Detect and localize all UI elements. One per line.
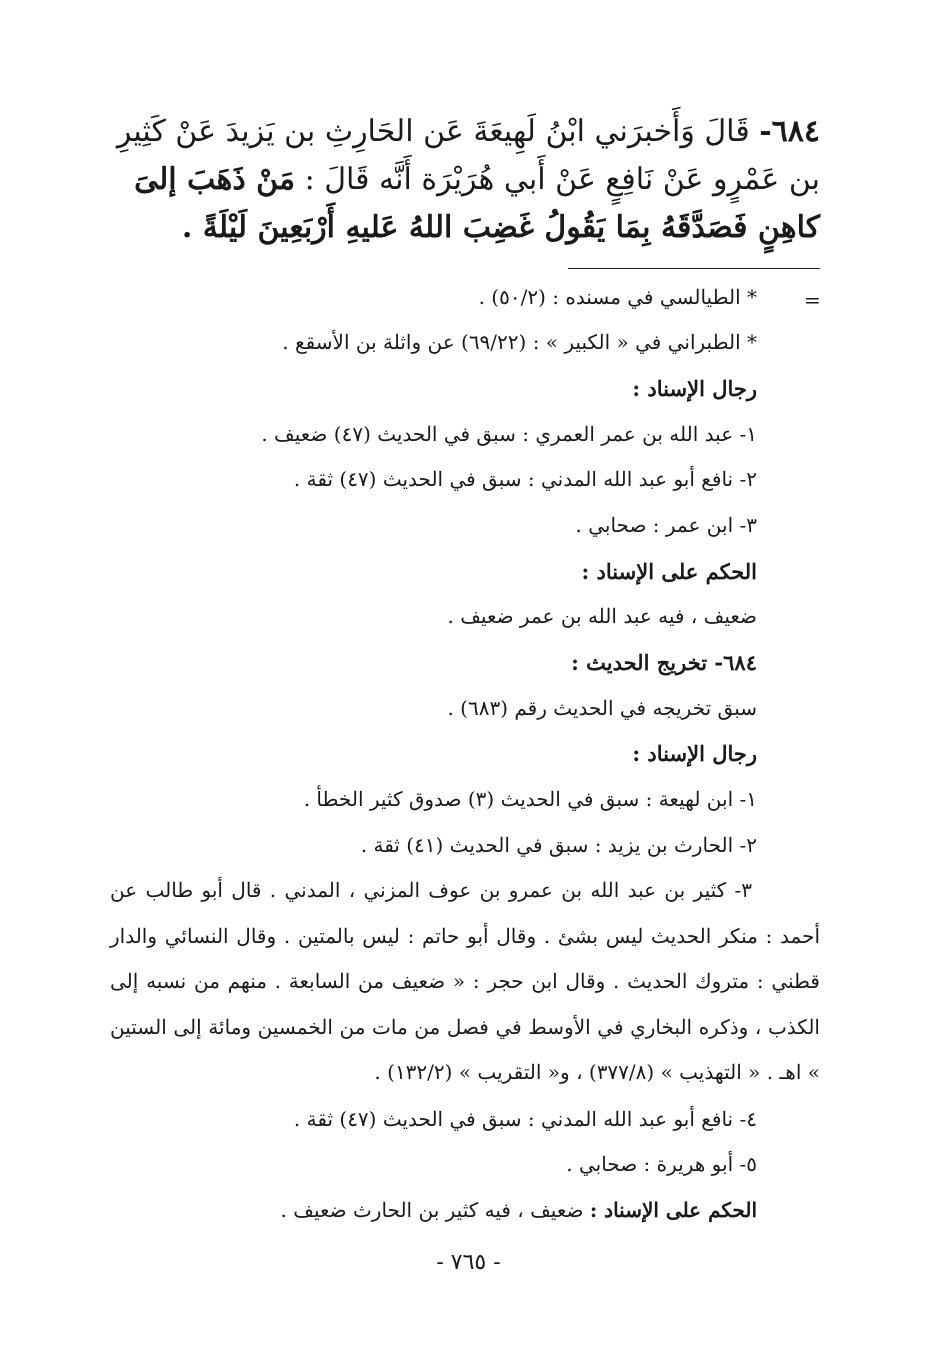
narrator-line-4: ١- ابن لهيعة : سبق في الحديث (٣) صدوق كثير الخطأ . (303, 787, 757, 811)
narrator-line-7: ٥- أبو هريرة : صحابي . (566, 1152, 757, 1176)
narrator-paragraph (110, 868, 820, 1096)
hadith-isnad: قَالَ وَأَخبرَني ابْنُ لَهِيعَةَ عَن الحَارِثِ بن يَزيدَ عَنْ كَثِيرِ بن عَمْرٍو عَنْ نَافِعٍ عَنْ أَبي هُرَيْرَة أَنَّه قَالَ : (116, 114, 820, 197)
source-line-tabarani: * الطبراني في « الكبير » : (٦٩/٢٢) عن واثلة بن الأسقع . (282, 330, 757, 354)
source-line-tayalisi: * الطيالسي في مسنده : (٥٠/٢) . (478, 285, 757, 309)
ruling-text: ضعيف ، فيه عبد الله بن عمر ضعيف . (447, 604, 757, 628)
narrator-line-1: ١- عبد الله بن عمر العمري : سبق في الحديث (٤٧) ضعيف . (261, 422, 757, 446)
narrator-line-5: ٢- الحارث بن يزيد : سبق في الحديث (٤١) ثقة . (360, 833, 757, 857)
final-ruling (100, 1198, 757, 1222)
final-ruling-text: ضعيف ، فيه كثير بن الحارث ضعيف . (280, 1198, 584, 1222)
narrator-line-6: ٤- نافع أبو عبد الله المدني : سبق في الحديث (٤٧) ثقة . (293, 1107, 757, 1131)
continuation-mark: = (804, 288, 821, 312)
page-number: - ٧٦٥ - (436, 1250, 501, 1275)
hadith-text (110, 108, 820, 252)
section-heading-narrators-2: رجال الإسناد : (632, 741, 757, 766)
final-ruling-label: الحكم على الإسناد : (589, 1198, 757, 1222)
section-heading-takhrij: ٦٨٤- تخريج الحديث : (571, 650, 757, 675)
takhrij-text: سبق تخريجه في الحديث رقم (٦٨٣) . (447, 696, 757, 720)
hadith-number: ٦٨٤- (759, 114, 820, 149)
section-heading-narrators: رجال الإسناد : (632, 376, 757, 401)
hadith-matn: مَنْ ذَهَبَ إلىَ كاهِنٍ فَصَدَّقَهُ بِمَا يَقُولُ غَضِبَ اللهُ عَليهِ أَرْبَعِينَ لَيْلَةً . (134, 162, 820, 245)
narrator-line-3: ٣- ابن عمر : صحابي . (575, 513, 757, 537)
narrator-paragraph-text: ٣- كثير بن عبد الله بن عمرو بن عوف المزني ، المدني . قال أبو طالب عن أحمد : منكر الحديث ليس بشئ . وقال أبو حاتم : ليس بالمتين . وقال النسائي والدار قطني : متروك الحديث . وقال ابن حجر : « ضعيف من السابعة . منهم من نسبه إلى الكذب ، وذكره البخاري في الأوسط في فصل من مات من الخمسين ومائة إلى الستين » اهـ . « التهذيب » (٣٧٧/٨) ، و« التقريب » (١٣٢/٢) . (110, 878, 820, 1084)
section-heading-ruling: الحكم على الإسناد : (581, 559, 757, 584)
footnote-separator (568, 268, 820, 269)
narrator-line-2: ٢- نافع أبو عبد الله المدني : سبق في الحديث (٤٧) ثقة . (293, 467, 757, 491)
